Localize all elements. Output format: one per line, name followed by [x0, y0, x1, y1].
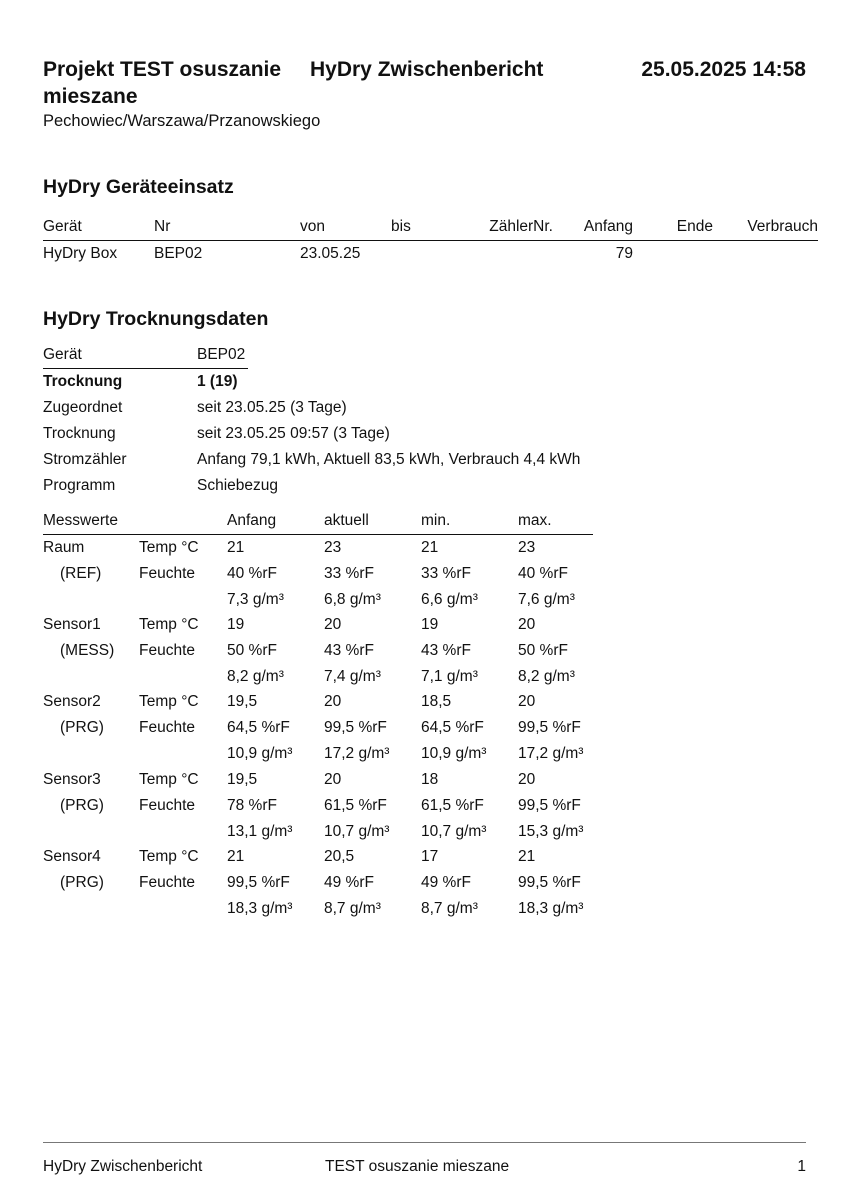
abs-min: 8,7 g/m³ — [421, 900, 478, 917]
device-nr: BEP02 — [154, 245, 203, 262]
rh-max: 99,5 %rF — [518, 874, 581, 891]
temp-label: Temp °C — [139, 693, 199, 710]
sensor-tag: (MESS) — [60, 642, 115, 659]
devices-col-zaehler: ZählerNr. — [489, 218, 553, 235]
rh-min: 61,5 %rF — [421, 797, 484, 814]
abs-min: 10,9 g/m³ — [421, 745, 487, 762]
info-value-programm: Schiebezug — [197, 477, 279, 494]
sensor-name: Sensor4 — [43, 848, 101, 865]
temp-aktuell: 23 — [324, 539, 342, 556]
sensor-name: Raum — [43, 539, 85, 556]
measure-header-anfang: Anfang — [227, 512, 277, 529]
sensor-tag: (REF) — [60, 565, 102, 582]
temp-aktuell: 20,5 — [324, 848, 355, 865]
temp-max: 23 — [518, 539, 536, 556]
abs-anfang: 10,9 g/m³ — [227, 745, 293, 762]
info-value-stromzaehler: Anfang 79,1 kWh, Aktuell 83,5 kWh, Verbrauch 4,4 kWh — [197, 451, 581, 468]
devices-col-anfang: Anfang — [583, 218, 633, 235]
drying-geraet-label: Gerät — [43, 346, 82, 363]
rh-aktuell: 49 %rF — [324, 874, 374, 891]
abs-anfang: 13,1 g/m³ — [227, 823, 293, 840]
devices-col-nr: Nr — [154, 218, 171, 235]
temp-label: Temp °C — [139, 616, 199, 633]
rh-max: 99,5 %rF — [518, 797, 581, 814]
abs-max: 15,3 g/m³ — [518, 823, 584, 840]
devices-section-title: HyDry Geräteeinsatz — [43, 176, 234, 198]
footer-page-number: 1 — [797, 1158, 806, 1175]
measure-header-max: max. — [518, 512, 552, 529]
info-value-zugeordnet: seit 23.05.25 (3 Tage) — [197, 399, 347, 416]
rh-label: Feuchte — [139, 719, 196, 736]
abs-min: 7,1 g/m³ — [421, 668, 478, 685]
abs-max: 7,6 g/m³ — [518, 591, 575, 608]
device-geraet: HyDry Box — [43, 245, 118, 262]
temp-anfang: 21 — [227, 848, 245, 865]
rh-label: Feuchte — [139, 874, 196, 891]
report-title: HyDry Zwischenbericht — [310, 58, 544, 81]
abs-anfang: 8,2 g/m³ — [227, 668, 284, 685]
temp-min: 17 — [421, 848, 439, 865]
abs-anfang: 18,3 g/m³ — [227, 900, 293, 917]
devices-col-verbrauch: Verbrauch — [747, 218, 818, 235]
project-title-line1: Projekt TEST osuszanie — [43, 58, 282, 81]
abs-aktuell: 17,2 g/m³ — [324, 745, 390, 762]
device-von: 23.05.25 — [300, 245, 361, 262]
rh-aktuell: 99,5 %rF — [324, 719, 387, 736]
abs-anfang: 7,3 g/m³ — [227, 591, 284, 608]
devices-col-bis: bis — [391, 218, 411, 235]
drying-geraet-rule — [43, 368, 248, 369]
info-label-programm: Programm — [43, 477, 116, 494]
temp-aktuell: 20 — [324, 693, 342, 710]
device-anfang: 79 — [615, 245, 633, 262]
project-address: Pechowiec/Warszawa/Przanowskiego — [43, 112, 321, 130]
temp-anfang: 19,5 — [227, 693, 258, 710]
rh-aktuell: 61,5 %rF — [324, 797, 387, 814]
devices-header-rule — [43, 240, 818, 241]
devices-col-von: von — [300, 218, 325, 235]
temp-anfang: 19,5 — [227, 771, 258, 788]
temp-min: 18 — [421, 771, 439, 788]
rh-aktuell: 33 %rF — [324, 565, 374, 582]
drying-section-title: HyDry Trocknungsdaten — [43, 308, 269, 330]
abs-max: 17,2 g/m³ — [518, 745, 584, 762]
temp-label: Temp °C — [139, 848, 199, 865]
temp-label: Temp °C — [139, 539, 199, 556]
rh-anfang: 99,5 %rF — [227, 874, 290, 891]
temp-min: 21 — [421, 539, 439, 556]
temp-anfang: 19 — [227, 616, 245, 633]
abs-max: 8,2 g/m³ — [518, 668, 575, 685]
temp-max: 21 — [518, 848, 536, 865]
devices-col-geraet: Gerät — [43, 218, 82, 235]
rh-label: Feuchte — [139, 565, 196, 582]
report-datetime: 25.05.2025 14:58 — [641, 58, 806, 81]
rh-anfang: 64,5 %rF — [227, 719, 290, 736]
temp-aktuell: 20 — [324, 616, 342, 633]
drying-trocknung-label: Trocknung — [43, 373, 123, 390]
sensor-name: Sensor2 — [43, 693, 101, 710]
rh-aktuell: 43 %rF — [324, 642, 374, 659]
abs-min: 6,6 g/m³ — [421, 591, 478, 608]
rh-anfang: 78 %rF — [227, 797, 277, 814]
project-title-line2: mieszane — [43, 85, 138, 108]
rh-max: 50 %rF — [518, 642, 568, 659]
sensor-tag: (PRG) — [60, 874, 104, 891]
info-label-stromzaehler: Stromzähler — [43, 451, 127, 468]
rh-min: 49 %rF — [421, 874, 471, 891]
abs-max: 18,3 g/m³ — [518, 900, 584, 917]
footer-left: HyDry Zwischenbericht — [43, 1158, 203, 1175]
abs-aktuell: 6,8 g/m³ — [324, 591, 381, 608]
rh-label: Feuchte — [139, 642, 196, 659]
sensor-tag: (PRG) — [60, 797, 104, 814]
rh-anfang: 50 %rF — [227, 642, 277, 659]
abs-aktuell: 10,7 g/m³ — [324, 823, 390, 840]
abs-aktuell: 8,7 g/m³ — [324, 900, 381, 917]
rh-label: Feuchte — [139, 797, 196, 814]
devices-col-ende: Ende — [676, 218, 713, 235]
sensor-name: Sensor1 — [43, 616, 101, 633]
info-label-zugeordnet: Zugeordnet — [43, 399, 123, 416]
measure-header-min: min. — [421, 512, 451, 529]
temp-anfang: 21 — [227, 539, 245, 556]
info-value-trocknung: seit 23.05.25 09:57 (3 Tage) — [197, 425, 390, 442]
temp-min: 19 — [421, 616, 439, 633]
temp-min: 18,5 — [421, 693, 452, 710]
abs-min: 10,7 g/m³ — [421, 823, 487, 840]
info-label-trocknung: Trocknung — [43, 425, 116, 442]
rh-min: 33 %rF — [421, 565, 471, 582]
drying-trocknung-value: 1 (19) — [197, 373, 238, 390]
measure-header-label: Messwerte — [43, 512, 118, 529]
temp-max: 20 — [518, 616, 536, 633]
abs-aktuell: 7,4 g/m³ — [324, 668, 381, 685]
drying-geraet-value: BEP02 — [197, 346, 246, 363]
rh-min: 64,5 %rF — [421, 719, 484, 736]
temp-max: 20 — [518, 771, 536, 788]
footer-rule — [43, 1142, 806, 1143]
rh-max: 40 %rF — [518, 565, 568, 582]
temp-aktuell: 20 — [324, 771, 342, 788]
measure-header-rule — [43, 534, 593, 535]
sensor-tag: (PRG) — [60, 719, 104, 736]
rh-max: 99,5 %rF — [518, 719, 581, 736]
measure-header-aktuell: aktuell — [324, 512, 369, 529]
rh-anfang: 40 %rF — [227, 565, 277, 582]
footer-center: TEST osuszanie mieszane — [325, 1158, 510, 1175]
rh-min: 43 %rF — [421, 642, 471, 659]
sensor-name: Sensor3 — [43, 771, 101, 788]
temp-label: Temp °C — [139, 771, 199, 788]
temp-max: 20 — [518, 693, 536, 710]
